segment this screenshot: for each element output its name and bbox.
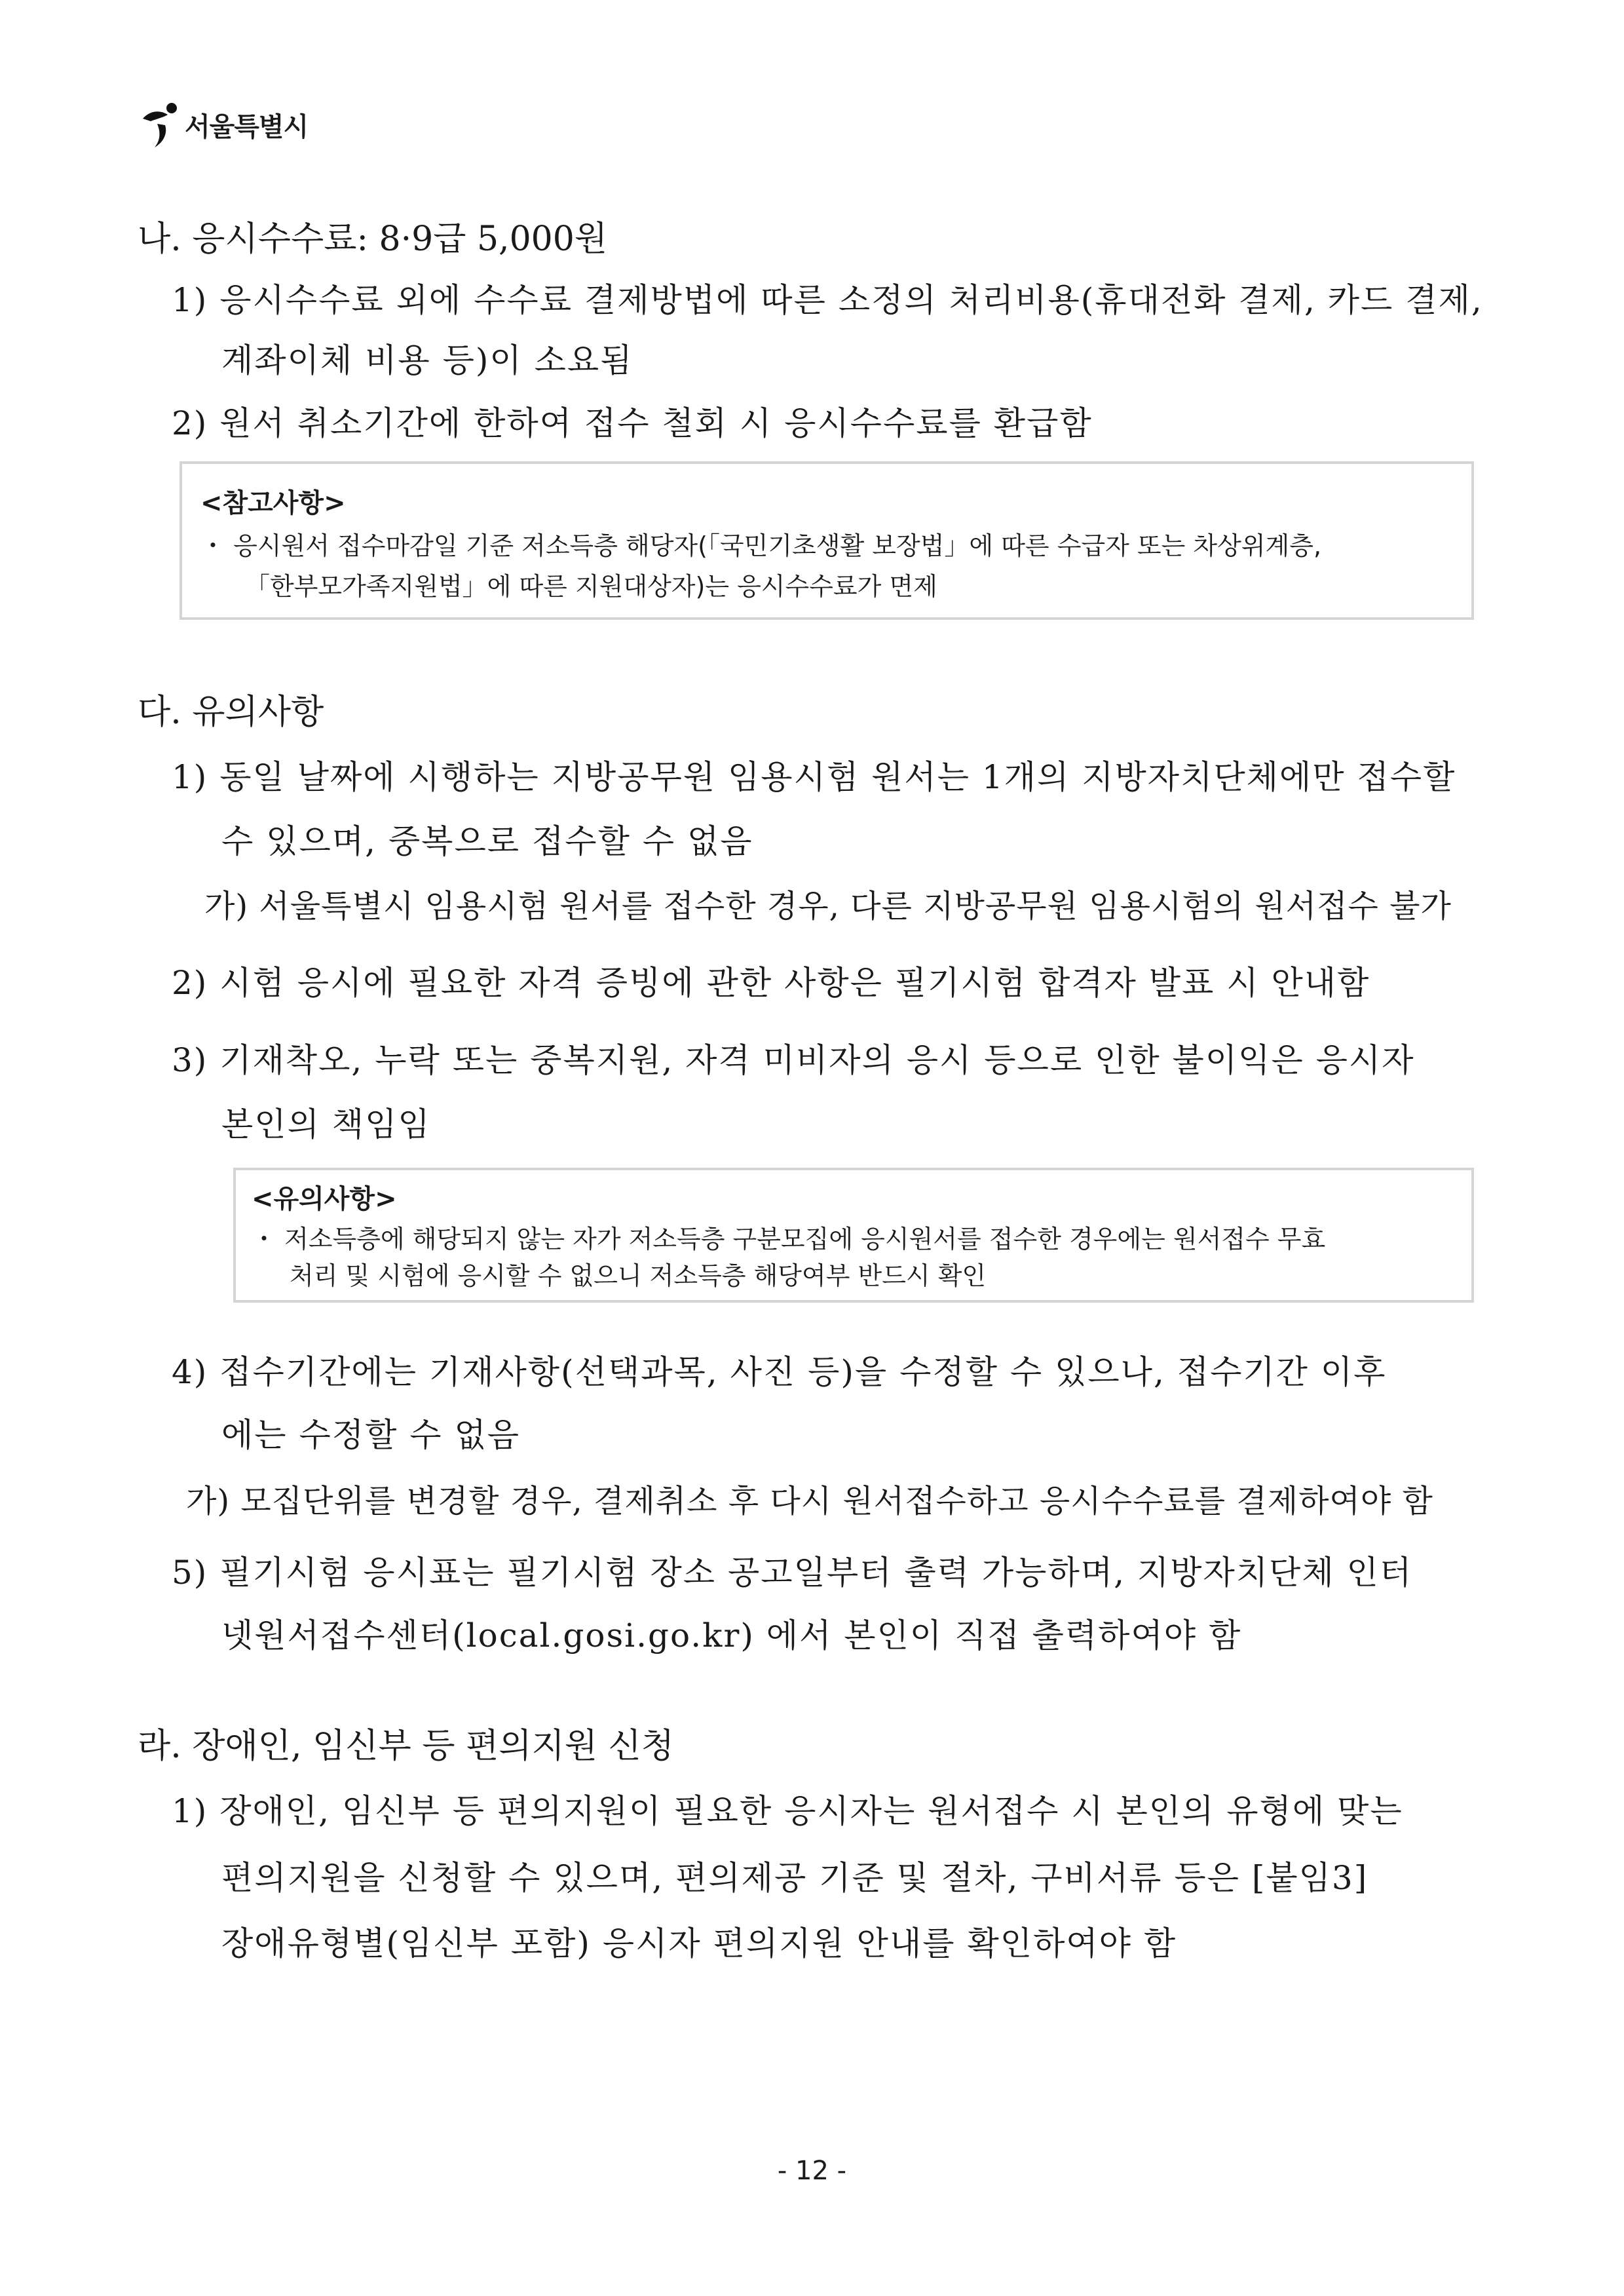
reference-note-title: <참고사항> (200, 488, 346, 518)
accommodation-item-1-line-1: 1) 장애인, 임신부 등 편의지원이 필요한 응시자는 원서접수 시 본인의 유형에 맞는 (172, 1792, 1403, 1830)
seoul-logo (138, 98, 308, 151)
notes-item-4-sub: 가) 모집단위를 변경할 경우, 결제취소 후 다시 원서접수하고 응시수수료를 결제하여야 함 (186, 1483, 1433, 1520)
caution-note-title: <유의사항> (252, 1184, 397, 1214)
caution-note-box (233, 1168, 1474, 1303)
reference-note-line-1: ・ 응시원서 접수마감일 기준 저소득층 해당자(「국민기초생활 보장법」에 따른 수급자 또는 차상위계층, (200, 531, 1322, 560)
reference-note-line-2: 「한부모가족지원법」에 따른 지원대상자)는 응시수수료가 면제 (245, 572, 937, 601)
notes-item-1-line-2: 수 있으며, 중복으로 접수할 수 없음 (221, 822, 753, 860)
reference-note-box (179, 461, 1474, 620)
accommodation-item-1-line-2: 편의지원을 신청할 수 있으며, 편의제공 기준 및 절차, 구비서류 등은 [붙임3] (221, 1859, 1369, 1897)
section-title-fee: 나. 응시수수료: 8·9급 5,000원 (138, 220, 608, 259)
seoul-logo-icon (138, 99, 182, 150)
accommodation-item-1-line-3: 장애유형별(임신부 포함) 응시자 편의지원 안내를 확인하여야 함 (221, 1924, 1177, 1962)
fee-item-2: 2) 원서 취소기간에 한하여 접수 철회 시 응시수수료를 환급함 (172, 404, 1093, 442)
fee-item-1-line-2: 계좌이체 비용 등)이 소요됨 (221, 341, 633, 379)
page-number: - 12 - (777, 2156, 847, 2186)
caution-note-line-2: 처리 및 시험에 응시할 수 없으니 저소득층 해당여부 반드시 확인 (290, 1261, 987, 1290)
notes-item-3-line-2: 본인의 책임임 (221, 1105, 431, 1143)
notes-item-1-sub: 가) 서울특별시 임용시험 원서를 접수한 경우, 다른 지방공무원 임용시험의 원서접수 불가 (204, 888, 1452, 925)
section-title-notes: 다. 유의사항 (138, 693, 324, 732)
notes-item-4-line-1: 4) 접수기간에는 기재사항(선택과목, 사진 등)을 수정할 수 있으나, 접수기간 이후 (172, 1353, 1387, 1391)
notes-item-3-line-1: 3) 기재착오, 누락 또는 중복지원, 자격 미비자의 응시 등으로 인한 불이익은 응시자 (172, 1041, 1415, 1079)
fee-item-1-line-1: 1) 응시수수료 외에 수수료 결제방법에 따른 소정의 처리비용(휴대전화 결제, 카드 결제, (172, 281, 1483, 319)
caution-note-line-1: ・ 저소득층에 해당되지 않는 자가 저소득층 구분모집에 응시원서를 접수한 경우에는 원서접수 무효 (252, 1225, 1326, 1253)
logo-text: 서울특별시 (185, 111, 309, 142)
section-title-accommodation: 라. 장애인, 임신부 등 편의지원 신청 (138, 1727, 674, 1766)
notes-item-1-line-1: 1) 동일 날짜에 시행하는 지방공무원 임용시험 원서는 1개의 지방자치단체에만 접수할 (172, 758, 1456, 796)
notes-item-5-line-1: 5) 필기시험 응시표는 필기시험 장소 공고일부터 출력 가능하며, 지방자치단체 인터 (172, 1554, 1413, 1592)
notes-item-2: 2) 시험 응시에 필요한 자격 증빙에 관한 사항은 필기시험 합격자 발표 시 안내함 (172, 964, 1370, 1002)
notes-item-5-line-2: 넷원서접수센터(local.gosi.go.kr) 에서 본인이 직접 출력하여야 함 (221, 1617, 1242, 1655)
notes-item-4-line-2: 에는 수정할 수 없음 (221, 1416, 521, 1454)
